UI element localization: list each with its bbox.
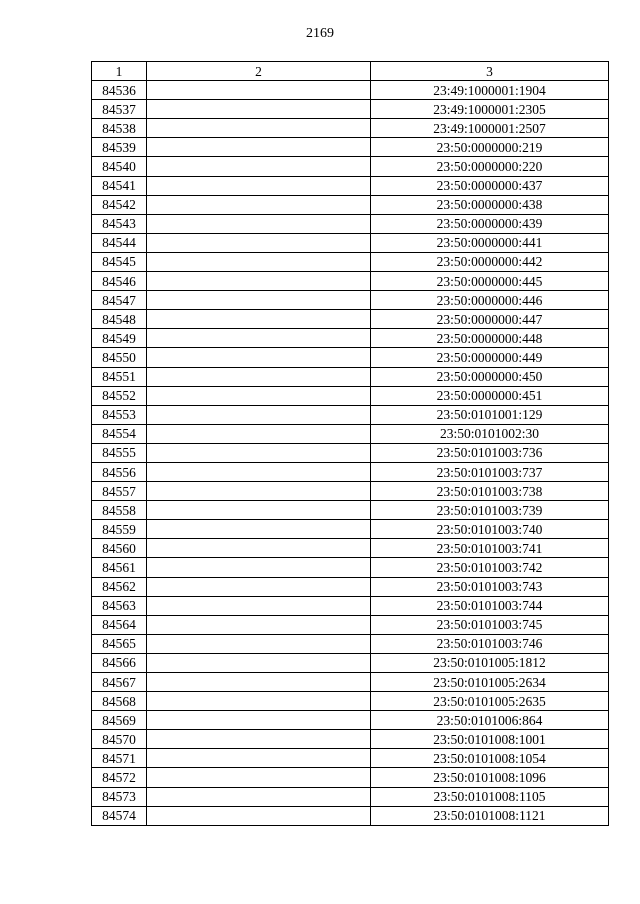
column-header-3: 3	[371, 62, 609, 81]
cadastral-number-cell: 23:50:0000000:448	[371, 329, 609, 348]
description-cell	[147, 787, 371, 806]
table-row	[92, 424, 609, 443]
row-number-cell: 84565	[92, 634, 147, 653]
cadastral-number-cell: 23:50:0000000:450	[371, 367, 609, 386]
row-number-cell: 84538	[92, 119, 147, 138]
cadastral-number-cell: 23:50:0101003:738	[371, 482, 609, 501]
row-number-cell: 84573	[92, 787, 147, 806]
description-cell	[147, 501, 371, 520]
cadastral-number-cell: 23:50:0101002:30	[371, 424, 609, 443]
description-cell	[147, 157, 371, 176]
table-row	[92, 539, 609, 558]
table-row	[92, 291, 609, 310]
description-cell	[147, 291, 371, 310]
cadastral-number-cell: 23:50:0000000:442	[371, 252, 609, 271]
table-row	[92, 195, 609, 214]
row-number-cell: 84558	[92, 501, 147, 520]
row-number-cell: 84566	[92, 653, 147, 672]
cadastral-number-cell: 23:50:0000000:446	[371, 291, 609, 310]
row-number-cell: 84545	[92, 252, 147, 271]
table-row	[92, 272, 609, 291]
cadastral-number-cell: 23:50:0000000:439	[371, 214, 609, 233]
row-number-cell: 84540	[92, 157, 147, 176]
table-row	[92, 692, 609, 711]
cadastral-number-cell: 23:49:1000001:2507	[371, 119, 609, 138]
description-cell	[147, 119, 371, 138]
row-number-cell: 84571	[92, 749, 147, 768]
cadastral-number-cell: 23:50:0000000:451	[371, 386, 609, 405]
row-number-cell: 84563	[92, 596, 147, 615]
row-number-cell: 84561	[92, 558, 147, 577]
table-row	[92, 367, 609, 386]
row-number-cell: 84560	[92, 539, 147, 558]
table-row	[92, 348, 609, 367]
row-number-cell: 84539	[92, 138, 147, 157]
table-row	[92, 653, 609, 672]
description-cell	[147, 405, 371, 424]
cadastral-number-cell: 23:50:0000000:219	[371, 138, 609, 157]
description-cell	[147, 673, 371, 692]
table-row	[92, 730, 609, 749]
register-table	[91, 61, 609, 826]
description-cell	[147, 176, 371, 195]
row-number-cell: 84557	[92, 482, 147, 501]
description-cell	[147, 730, 371, 749]
table-row	[92, 100, 609, 119]
table-row	[92, 749, 609, 768]
description-cell	[147, 462, 371, 481]
description-cell	[147, 558, 371, 577]
table-row	[92, 711, 609, 730]
table-row	[92, 157, 609, 176]
cadastral-number-cell: 23:49:1000001:1904	[371, 81, 609, 100]
cadastral-number-cell: 23:50:0101003:742	[371, 558, 609, 577]
row-number-cell: 84543	[92, 214, 147, 233]
cadastral-number-cell: 23:50:0101008:1096	[371, 768, 609, 787]
table-row	[92, 787, 609, 806]
table-row	[92, 214, 609, 233]
table-row	[92, 252, 609, 271]
description-cell	[147, 252, 371, 271]
cadastral-number-cell: 23:50:0101003:741	[371, 539, 609, 558]
page-number: 2169	[306, 26, 334, 41]
description-cell	[147, 138, 371, 157]
row-number-cell: 84551	[92, 367, 147, 386]
row-number-cell: 84550	[92, 348, 147, 367]
row-number-cell: 84555	[92, 443, 147, 462]
table-row	[92, 577, 609, 596]
description-cell	[147, 711, 371, 730]
cadastral-number-cell: 23:50:0101003:736	[371, 443, 609, 462]
row-number-cell: 84569	[92, 711, 147, 730]
description-cell	[147, 596, 371, 615]
cadastral-number-cell: 23:50:0000000:449	[371, 348, 609, 367]
row-number-cell: 84542	[92, 195, 147, 214]
cadastral-number-cell: 23:50:0000000:220	[371, 157, 609, 176]
table-row	[92, 501, 609, 520]
row-number-cell: 84541	[92, 176, 147, 195]
description-cell	[147, 233, 371, 252]
cadastral-number-cell: 23:50:0101003:737	[371, 462, 609, 481]
row-number-cell: 84553	[92, 405, 147, 424]
cadastral-number-cell: 23:50:0000000:437	[371, 176, 609, 195]
cadastral-number-cell: 23:50:0101001:129	[371, 405, 609, 424]
description-cell	[147, 749, 371, 768]
table-row	[92, 615, 609, 634]
table-row	[92, 482, 609, 501]
row-number-cell: 84552	[92, 386, 147, 405]
table-row	[92, 138, 609, 157]
cadastral-number-cell: 23:50:0000000:445	[371, 272, 609, 291]
cadastral-number-cell: 23:50:0101005:1812	[371, 653, 609, 672]
table-row	[92, 806, 609, 825]
table-row	[92, 673, 609, 692]
description-cell	[147, 520, 371, 539]
column-header-1: 1	[92, 62, 147, 81]
description-cell	[147, 539, 371, 558]
description-cell	[147, 615, 371, 634]
row-number-cell: 84564	[92, 615, 147, 634]
description-cell	[147, 100, 371, 119]
table-row	[92, 310, 609, 329]
description-cell	[147, 443, 371, 462]
table-row	[92, 405, 609, 424]
cadastral-number-cell: 23:50:0000000:447	[371, 310, 609, 329]
row-number-cell: 84567	[92, 673, 147, 692]
table-row	[92, 596, 609, 615]
table-row	[92, 119, 609, 138]
description-cell	[147, 653, 371, 672]
cadastral-number-cell: 23:50:0101003:744	[371, 596, 609, 615]
row-number-cell: 84546	[92, 272, 147, 291]
cadastral-number-cell: 23:50:0101008:1105	[371, 787, 609, 806]
cadastral-number-cell: 23:50:0000000:441	[371, 233, 609, 252]
description-cell	[147, 329, 371, 348]
cadastral-number-cell: 23:49:1000001:2305	[371, 100, 609, 119]
row-number-cell: 84572	[92, 768, 147, 787]
table-row	[92, 462, 609, 481]
table-row	[92, 233, 609, 252]
cadastral-number-cell: 23:50:0101003:743	[371, 577, 609, 596]
column-header-2: 2	[147, 62, 371, 81]
row-number-cell: 84548	[92, 310, 147, 329]
row-number-cell: 84574	[92, 806, 147, 825]
table-row	[92, 443, 609, 462]
table-row	[92, 81, 609, 100]
cadastral-number-cell: 23:50:0101005:2634	[371, 673, 609, 692]
description-cell	[147, 348, 371, 367]
table-row	[92, 386, 609, 405]
description-cell	[147, 768, 371, 787]
description-cell	[147, 482, 371, 501]
description-cell	[147, 424, 371, 443]
cadastral-number-cell: 23:50:0101006:864	[371, 711, 609, 730]
row-number-cell: 84549	[92, 329, 147, 348]
table-row	[92, 634, 609, 653]
description-cell	[147, 806, 371, 825]
table-row	[92, 329, 609, 348]
description-cell	[147, 81, 371, 100]
description-cell	[147, 272, 371, 291]
row-number-cell: 84559	[92, 520, 147, 539]
cadastral-number-cell: 23:50:0101003:740	[371, 520, 609, 539]
cadastral-number-cell: 23:50:0101003:739	[371, 501, 609, 520]
description-cell	[147, 577, 371, 596]
table-row	[92, 176, 609, 195]
description-cell	[147, 195, 371, 214]
description-cell	[147, 367, 371, 386]
cadastral-number-cell: 23:50:0101005:2635	[371, 692, 609, 711]
table-row	[92, 558, 609, 577]
row-number-cell: 84556	[92, 462, 147, 481]
description-cell	[147, 634, 371, 653]
row-number-cell: 84562	[92, 577, 147, 596]
row-number-cell: 84537	[92, 100, 147, 119]
row-number-cell: 84570	[92, 730, 147, 749]
table-row	[92, 520, 609, 539]
cadastral-number-cell: 23:50:0101008:1054	[371, 749, 609, 768]
table-header-row	[92, 62, 609, 81]
cadastral-number-cell: 23:50:0101008:1001	[371, 730, 609, 749]
table-row	[92, 768, 609, 787]
description-cell	[147, 386, 371, 405]
row-number-cell: 84547	[92, 291, 147, 310]
cadastral-number-cell: 23:50:0101003:746	[371, 634, 609, 653]
row-number-cell: 84568	[92, 692, 147, 711]
row-number-cell: 84536	[92, 81, 147, 100]
cadastral-number-cell: 23:50:0101003:745	[371, 615, 609, 634]
row-number-cell: 84544	[92, 233, 147, 252]
description-cell	[147, 310, 371, 329]
table-body	[92, 81, 609, 826]
row-number-cell: 84554	[92, 424, 147, 443]
cadastral-number-cell: 23:50:0101008:1121	[371, 806, 609, 825]
description-cell	[147, 692, 371, 711]
description-cell	[147, 214, 371, 233]
cadastral-number-cell: 23:50:0000000:438	[371, 195, 609, 214]
